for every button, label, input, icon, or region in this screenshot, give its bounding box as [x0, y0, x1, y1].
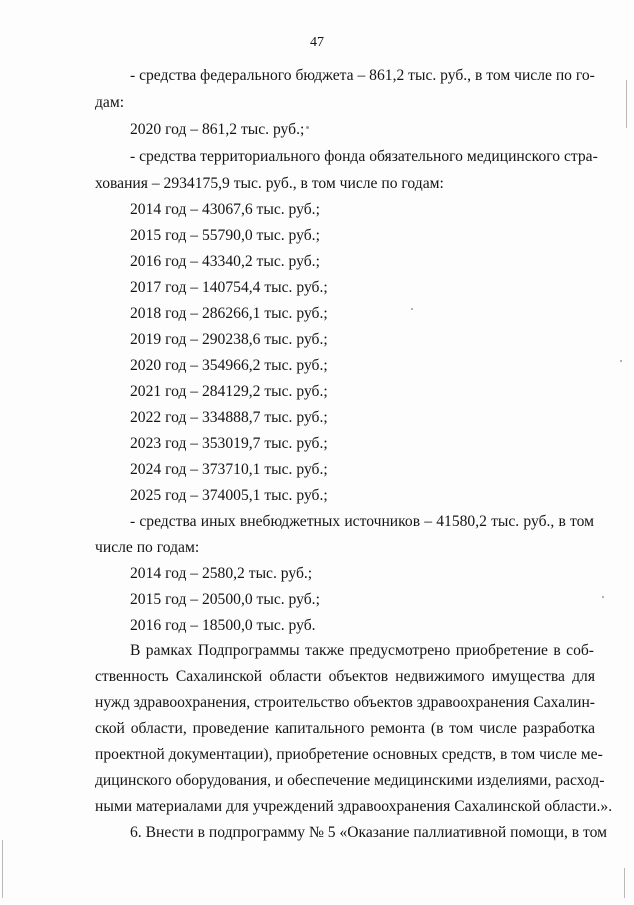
foms-funds-line-1: - средства территориального фонда обязательного медицинского стра- [130, 148, 598, 165]
foms-year-item: 2021 год – 284129,2 тыс. руб.; [130, 383, 328, 400]
foms-year-item: 2020 год – 354966,2 тыс. руб.; [130, 357, 328, 374]
extrabudget-funds-line-1: - средства иных внебюджетных источников – 41580,2 тыс. руб., в том [130, 513, 594, 530]
foms-year-item: 2014 год – 43067,6 тыс. руб.; [130, 201, 320, 218]
scan-speck [620, 360, 622, 362]
foms-year-item: 2024 год – 373710,1 тыс. руб.; [130, 461, 328, 478]
federal-year-2020: 2020 год – 861,2 тыс. руб.; [130, 121, 305, 138]
item-6-line: 6. Внести в подпрограмму № 5 «Оказание паллиативной помощи, в том [130, 824, 608, 841]
paragraph-line: нужд здравоохранения, строительство объектов здравоохранения Сахалин- [95, 694, 595, 711]
foms-year-item: 2023 год – 353019,7 тыс. руб.; [130, 435, 328, 452]
paragraph-line: проектной документации), приобретение основных средств, в том числе ме- [95, 746, 603, 763]
paragraph-line: ными материалами для учреждений здравоохранения Сахалинской области.». [95, 798, 613, 815]
foms-year-item: 2015 год – 55790,0 тыс. руб.; [130, 227, 320, 244]
extrabudget-year-item: 2015 год – 20500,0 тыс. руб.; [130, 591, 320, 608]
foms-year-item: 2016 год – 43340,2 тыс. руб.; [130, 253, 320, 270]
foms-year-item: 2019 год – 290238,6 тыс. руб.; [130, 331, 328, 348]
foms-year-item: 2017 год – 140754,4 тыс. руб.; [130, 279, 328, 296]
scan-edge-mark [624, 868, 625, 898]
paragraph-line: ственность Сахалинской области объектов недвижимого имущества для [95, 668, 595, 685]
extrabudget-year-item: 2016 год – 18500,0 тыс. руб. [130, 617, 316, 634]
page-number: 47 [310, 35, 324, 50]
scan-edge-mark [626, 80, 627, 128]
federal-funds-line-2: дам: [95, 94, 125, 111]
foms-funds-line-2: хования – 2934175,9 тыс. руб., в том числе по годам: [95, 175, 444, 192]
paragraph-line: ской области, проведение капитального ремонта (в том числе разработка [95, 720, 595, 737]
federal-funds-line-1: - средства федерального бюджета – 861,2 тыс. руб., в том числе по го- [130, 67, 595, 84]
scan-speck [411, 308, 413, 310]
scan-speck [306, 126, 309, 129]
extrabudget-funds-line-2: числе по годам: [95, 539, 200, 556]
paragraph-line: дицинского оборудования, и обеспечение медицинскими изделиями, расход- [95, 772, 605, 789]
foms-year-item: 2025 год – 374005,1 тыс. руб.; [130, 487, 328, 504]
foms-year-item: 2018 год – 286266,1 тыс. руб.; [130, 305, 328, 322]
foms-year-item: 2022 год – 334888,7 тыс. руб.; [130, 409, 328, 426]
scan-edge-mark [2, 840, 3, 898]
scan-speck [602, 596, 604, 598]
extrabudget-year-item: 2014 год – 2580,2 тыс. руб.; [130, 565, 313, 582]
paragraph-line: В рамках Подпрограммы также предусмотрено приобретение в соб- [130, 642, 594, 659]
